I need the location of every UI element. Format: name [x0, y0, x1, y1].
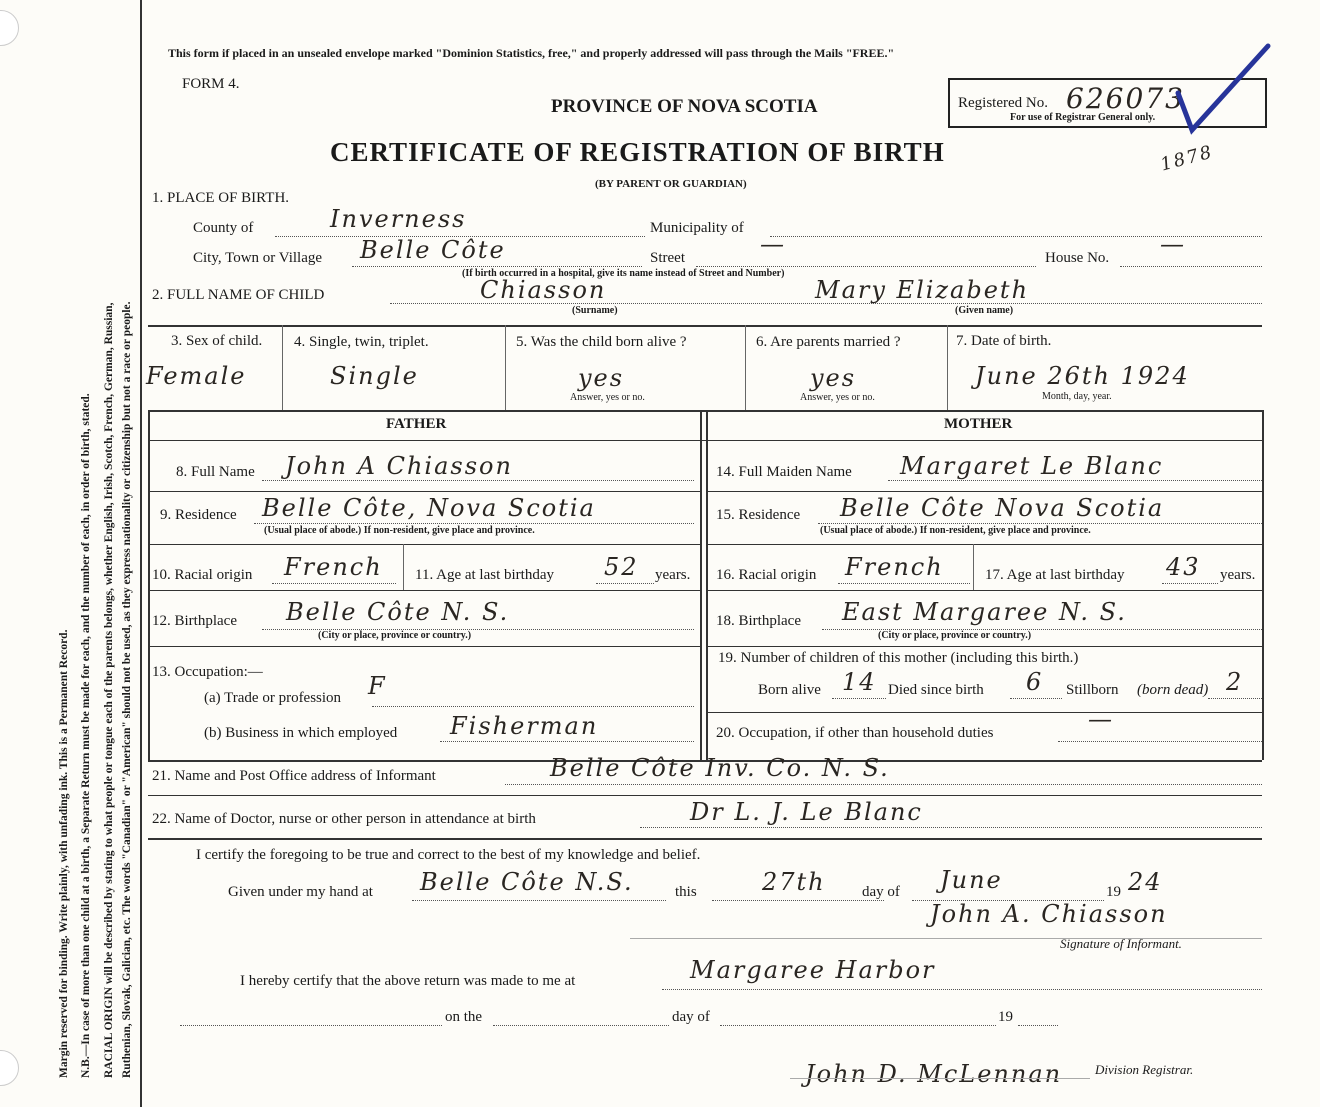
certify-statement: I certify the foregoing to be true and correct to the best of my knowledge and belief.: [196, 847, 701, 863]
division-registrar-label: Division Registrar.: [1095, 1062, 1194, 1077]
given-place-value: Belle Côte N.S.: [420, 868, 634, 896]
child-name-label: 2. FULL NAME OF CHILD: [152, 287, 325, 303]
stillborn-note: (born dead): [1137, 682, 1209, 698]
doctor-label: 22. Name of Doctor, nurse or other person in attendance at birth: [152, 811, 536, 827]
father-trade-label: (a) Trade or profession: [204, 690, 342, 706]
father-residence-label: 9. Residence: [160, 507, 237, 523]
municipality-label: Municipality of: [650, 220, 744, 236]
mother-birthplace-value: East Margaree N. S.: [842, 598, 1127, 626]
given-note: (Given name): [955, 305, 1014, 316]
father-business-label: (b) Business in which employed: [204, 725, 398, 741]
certify-month-value: June: [940, 866, 1003, 894]
father-years: years.: [655, 567, 691, 583]
city-label: City, Town or Village: [193, 250, 323, 266]
margin-note-3: RACIAL ORIGIN will be described by stating to what people or tongue each of the parents belongs, whether English, Irish, Scotch, French, German, Russian,: [103, 302, 115, 1078]
mother-occupation-label: 20. Occupation, if other than household duties: [716, 725, 994, 741]
mother-residence-note: (Usual place of abode.) If non-resident, give place and province.: [820, 525, 1091, 536]
street-label: Street: [650, 250, 685, 266]
father-age-value: 52: [604, 553, 639, 581]
father-birthplace-value: Belle Côte N. S.: [286, 598, 510, 626]
page-subtitle: (BY PARENT OR GUARDIAN): [595, 178, 747, 190]
corner-note: 1878: [1158, 141, 1216, 176]
born-alive-label: 5. Was the child born alive ?: [516, 334, 687, 350]
page-title: CERTIFICATE OF REGISTRATION OF BIRTH: [330, 137, 945, 167]
certify-day-value: 27th: [762, 868, 826, 896]
street-value: —: [760, 230, 786, 258]
this-label: this: [675, 884, 697, 900]
father-name-label: 8. Full Name: [176, 464, 255, 480]
father-race-label: 10. Racial origin: [152, 567, 253, 583]
registered-label: Registered No.: [958, 95, 1048, 111]
informant-value: Belle Côte Inv. Co. N. S.: [550, 754, 890, 782]
dob-value: June 26th 1924: [975, 362, 1190, 390]
day-of-label: day of: [862, 884, 900, 900]
child-surname: Chiasson: [480, 276, 607, 304]
father-birthplace-label: 12. Birthplace: [152, 613, 237, 629]
certify-year-prefix: 19: [1106, 884, 1121, 900]
county-label: County of: [193, 220, 254, 236]
father-name-value: John A Chiasson: [285, 452, 513, 480]
mother-children-label: 19. Number of children of this mother (including this birth.): [718, 650, 1079, 666]
plurality-value: Single: [330, 362, 419, 390]
parents-married-note: Answer, yes or no.: [800, 392, 875, 403]
parents-married-value: yes: [810, 364, 857, 392]
mother-race-value: French: [845, 553, 944, 581]
registrar-signature: John D. McLennan: [805, 1060, 1063, 1088]
parents-married-label: 6. Are parents married ?: [756, 334, 901, 350]
place-of-birth-label: 1. PLACE OF BIRTH.: [152, 190, 290, 206]
born-alive-value: yes: [578, 364, 625, 392]
father-race-value: French: [284, 553, 383, 581]
day-of-label-2: day of: [672, 1009, 710, 1025]
mother-birthplace-label: 18. Birthplace: [716, 613, 801, 629]
father-residence-note: (Usual place of abode.) If non-resident, give place and province.: [264, 525, 535, 536]
died-since-birth-value: 6: [1026, 668, 1044, 696]
father-trade-value: F: [368, 672, 387, 700]
registered-number: 626073: [1066, 82, 1185, 115]
registrar-year-prefix: 19: [998, 1009, 1013, 1025]
father-business-value: Fisherman: [450, 712, 599, 740]
mother-residence-value: Belle Côte Nova Scotia: [840, 494, 1165, 522]
registrar-note: For use of Registrar General only.: [1010, 112, 1156, 123]
mother-occupation-value: —: [1088, 705, 1114, 733]
mother-name-label: 14. Full Maiden Name: [716, 464, 852, 480]
mother-name-value: Margaret Le Blanc: [900, 452, 1164, 480]
father-age-label: 11. Age at last birthday: [415, 567, 554, 583]
mother-residence-label: 15. Residence: [716, 507, 801, 523]
margin-note-2: N.B.—In case of more than one child at a birth, a Separate Return must be made for each, and the number of each, in order of birth, stated.: [80, 393, 92, 1078]
sex-value: Female: [146, 362, 247, 390]
child-given-name: Mary Elizabeth: [815, 276, 1030, 304]
signature-label: Signature of Informant.: [1060, 936, 1182, 951]
doctor-value: Dr L. J. Le Blanc: [690, 798, 923, 826]
city-value: Belle Côte: [360, 236, 506, 264]
registrar-place-value: Margaree Harbor: [690, 956, 936, 984]
plurality-label: 4. Single, twin, triplet.: [294, 334, 429, 350]
born-alive-note: Answer, yes or no.: [570, 392, 645, 403]
check-mark-icon: [1170, 38, 1280, 138]
died-since-birth-label: Died since birth: [888, 682, 984, 698]
form-number: FORM 4.: [182, 76, 240, 92]
house-value: —: [1160, 230, 1186, 258]
stillborn-label: Stillborn: [1066, 682, 1119, 698]
mother-heading: MOTHER: [944, 416, 1013, 432]
hospital-note: (If birth occurred in a hospital, give its name instead of Street and Number): [462, 268, 785, 279]
born-alive-count-label: Born alive: [758, 682, 821, 698]
mother-race-label: 16. Racial origin: [716, 567, 817, 583]
registrar-statement: I hereby certify that the above return was made to me at: [240, 973, 576, 989]
given-under-label: Given under my hand at: [228, 884, 373, 900]
surname-note: (Surname): [572, 305, 618, 316]
dob-label: 7. Date of birth.: [956, 333, 1052, 349]
informant-label: 21. Name and Post Office address of Informant: [152, 768, 436, 784]
mother-years: years.: [1220, 567, 1256, 583]
stillborn-value: 2: [1226, 668, 1244, 696]
on-the-label: on the: [445, 1009, 483, 1025]
informant-signature: John A. Chiasson: [930, 900, 1168, 928]
father-birthplace-note: (City or place, province or country.): [318, 630, 472, 641]
county-value: Inverness: [330, 205, 467, 233]
mother-age-value: 43: [1166, 553, 1201, 581]
mother-birthplace-note: (City or place, province or country.): [878, 630, 1032, 641]
margin-note-1: Margin reserved for binding. Write plainly, with unfading ink. This is a Permanent Record.: [58, 629, 70, 1078]
certify-year-value: 24: [1128, 868, 1163, 896]
born-alive-count-value: 14: [842, 668, 877, 696]
province-heading: PROVINCE OF NOVA SCOTIA: [551, 96, 818, 117]
sex-label: 3. Sex of child.: [171, 333, 263, 349]
father-residence-value: Belle Côte, Nova Scotia: [262, 494, 596, 522]
margin-note-4: Ruthenian, Slovak, Galician, etc. The words "Canadian" or "American" should not be used, as they express nationality or citizenship but not a race or people.: [121, 301, 133, 1078]
father-occupation-label: 13. Occupation:—: [152, 664, 263, 680]
mother-age-label: 17. Age at last birthday: [985, 567, 1125, 583]
mail-notice: This form if placed in an unsealed envelope marked "Dominion Statistics, free," and properly addressed will pass through the Mails "FREE.": [168, 46, 895, 60]
dob-note: Month, day, year.: [1042, 391, 1112, 402]
house-label: House No.: [1045, 250, 1110, 266]
father-heading: FATHER: [386, 416, 447, 432]
